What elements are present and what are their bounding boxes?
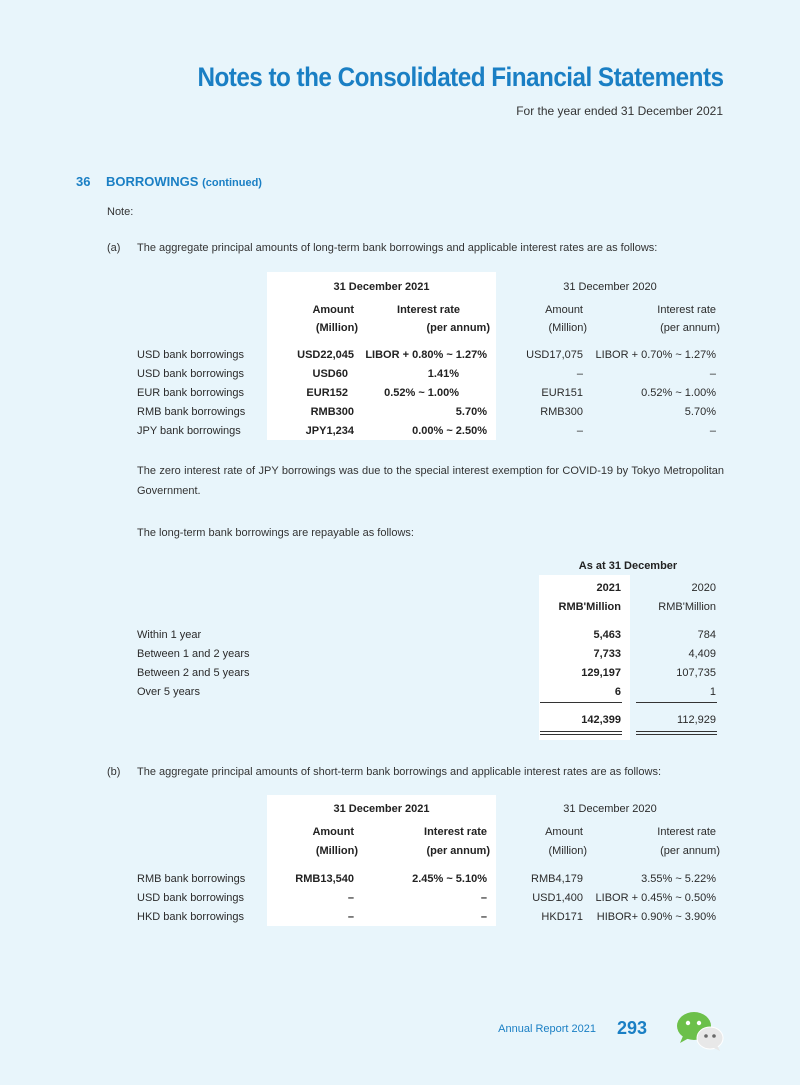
repay-total-rule-2021 — [540, 731, 622, 732]
table-a-row-amount-2021: EUR152 — [306, 387, 348, 399]
table-b-row-amount-2021: RMB13,540 — [295, 873, 354, 885]
footer-report-name: Annual Report 2021 — [498, 1023, 596, 1035]
repay-year-2020: 2020 — [691, 582, 716, 594]
repay-total-rule-2020 — [636, 731, 717, 732]
table-a-row-rate-2020: – — [709, 425, 716, 437]
table-b-million-2021: (Million) — [315, 845, 358, 857]
table-b-amount-2021: Amount — [312, 826, 354, 838]
table-a-rate-2021: Interest rate — [397, 304, 460, 316]
table-a-row-label: USD bank borrowings — [137, 368, 244, 380]
repay-row-label: Over 5 years — [137, 686, 200, 698]
repay-total-rule-2021 — [540, 734, 622, 735]
repay-year-2021: 2021 — [596, 582, 621, 594]
section-continued: (continued) — [202, 177, 262, 189]
table-a-row-amount-2020: USD17,075 — [526, 349, 583, 361]
table-a-amount-2021: Amount — [312, 304, 354, 316]
part-b-marker: (b) — [107, 766, 121, 778]
repay-row-label: Between 1 and 2 years — [137, 648, 250, 660]
table-b-row-amount-2021: – — [347, 892, 354, 904]
table-a-row-rate-2020: LIBOR + 0.70% ~ 1.27% — [595, 349, 716, 361]
wechat-logo-icon — [675, 1010, 725, 1052]
page-subtitle: For the year ended 31 December 2021 — [516, 104, 723, 118]
table-a-row-rate-2021: 5.70% — [455, 406, 487, 418]
table-b-row-rate-2020: HIBOR+ 0.90% ~ 3.90% — [596, 911, 716, 923]
repay-row-2020: 107,735 — [676, 667, 716, 679]
page-number: 293 — [617, 1018, 648, 1038]
table-a-perannum-2020: (per annum) — [660, 322, 720, 334]
repay-unit-2020: RMB'Million — [658, 601, 716, 613]
table-a-row-label: RMB bank borrowings — [137, 406, 246, 418]
zero-rate-note: The zero interest rate of JPY borrowings was due to the special interest exemption for COVID-19 by Tokyo Metropolitan Government. — [137, 465, 724, 497]
table-a-row-rate-2021: 1.41% — [427, 368, 459, 380]
table-a-row-amount-2021: USD60 — [312, 368, 348, 380]
table-a-row-amount-2020: RMB300 — [540, 406, 583, 418]
repay-row-label: Between 2 and 5 years — [137, 667, 250, 679]
table-b-perannum-2021: (per annum) — [426, 845, 490, 857]
table-a-amount-2020: Amount — [545, 304, 583, 316]
table-b-row-amount-2021: – — [347, 911, 354, 923]
table-a-row-rate-2021: 0.52% ~ 1.00% — [384, 387, 459, 399]
table-a-col-2020: 31 December 2020 — [563, 281, 657, 293]
table-a-row-label: EUR bank borrowings — [137, 387, 244, 399]
table-b-perannum-2020: (per annum) — [660, 845, 720, 857]
section-title: BORROWINGS — [106, 174, 199, 189]
section-number: 36 — [76, 174, 91, 189]
table-a-row-amount-2020: EUR151 — [541, 387, 583, 399]
table-b-million-2020: (Million) — [548, 845, 587, 857]
part-b-intro: The aggregate principal amounts of short-term bank borrowings and applicable interest rates are as follows: — [137, 766, 661, 778]
repay-total-2021: 142,399 — [581, 714, 621, 726]
table-b-row-label: RMB bank borrowings — [137, 873, 246, 885]
repay-row-2021: 6 — [614, 686, 621, 698]
table-b-row-label: HKD bank borrowings — [137, 911, 244, 923]
table-a-row-label: JPY bank borrowings — [137, 425, 241, 437]
table-b-col-2021: 31 December 2021 — [333, 803, 430, 815]
table-a-row-amount-2021: JPY1,234 — [305, 425, 354, 437]
repay-row-2021: 129,197 — [581, 667, 621, 679]
table-b-amount-2020: Amount — [545, 826, 583, 838]
repay-row-2020: 784 — [697, 629, 716, 641]
table-b-row-amount-2020: HKD171 — [541, 911, 583, 923]
table-a-million-2021: (Million) — [315, 322, 358, 334]
repay-header: As at 31 December — [578, 560, 678, 572]
table-b-row-amount-2020: USD1,400 — [532, 892, 583, 904]
table-a-row-rate-2020: – — [709, 368, 716, 380]
repay-row-label: Within 1 year — [137, 629, 202, 641]
table-a-row-amount-2020: – — [576, 368, 583, 380]
table-b-rate-2021: Interest rate — [424, 826, 487, 838]
table-a-row-rate-2020: 5.70% — [684, 406, 716, 418]
table-a-perannum-2021: (per annum) — [426, 322, 490, 334]
table-b-row-rate-2021: 2.45% ~ 5.10% — [412, 873, 487, 885]
repay-row-2020: 4,409 — [688, 648, 716, 660]
note-label: Note: — [107, 206, 134, 218]
table-a-million-2020: (Million) — [548, 322, 587, 334]
section-heading — [76, 174, 262, 189]
part-a-intro: The aggregate principal amounts of long-term bank borrowings and applicable interest rates are as follows: — [137, 242, 658, 254]
repay-total-rule-2020 — [636, 734, 717, 735]
repay-row-2021: 5,463 — [593, 629, 621, 641]
table-a-row-label: USD bank borrowings — [137, 349, 244, 361]
table-a-row-rate-2021: LIBOR + 0.80% ~ 1.27% — [365, 349, 487, 361]
repay-row-2020: 1 — [709, 686, 716, 698]
table-a-col-2021: 31 December 2021 — [333, 281, 430, 293]
repay-row-2021: 7,733 — [593, 648, 621, 660]
table-b-rate-2020: Interest rate — [657, 826, 716, 838]
repay-subtotal-rule-2020 — [636, 702, 717, 703]
page-title: Notes to the Consolidated Financial Statements — [196, 62, 723, 92]
repay-total-2020: 112,929 — [677, 714, 716, 726]
table-b-row-label: USD bank borrowings — [137, 892, 244, 904]
table-b-row-rate-2021: – — [480, 911, 487, 923]
table-a-row-amount-2021: USD22,045 — [297, 349, 354, 361]
table-b-col-2020: 31 December 2020 — [563, 803, 657, 815]
table-a-row-rate-2020: 0.52% ~ 1.00% — [641, 387, 716, 399]
table-b-row-amount-2020: RMB4,179 — [531, 873, 583, 885]
table-a-rate-2020: Interest rate — [657, 304, 716, 316]
table-b-row-rate-2020: 3.55% ~ 5.22% — [641, 873, 716, 885]
table-b-row-rate-2021: – — [480, 892, 487, 904]
repayable-intro: The long-term bank borrowings are repayable as follows: — [137, 527, 414, 539]
repay-unit-2021: RMB'Million — [558, 601, 621, 613]
table-a-row-rate-2021: 0.00% ~ 2.50% — [412, 425, 487, 437]
part-a-marker: (a) — [107, 242, 121, 254]
table-a-row-amount-2020: – — [576, 425, 583, 437]
repay-subtotal-rule-2021 — [540, 702, 622, 703]
table-a-row-amount-2021: RMB300 — [310, 406, 354, 418]
table-b-row-rate-2020: LIBOR + 0.45% ~ 0.50% — [595, 892, 716, 904]
